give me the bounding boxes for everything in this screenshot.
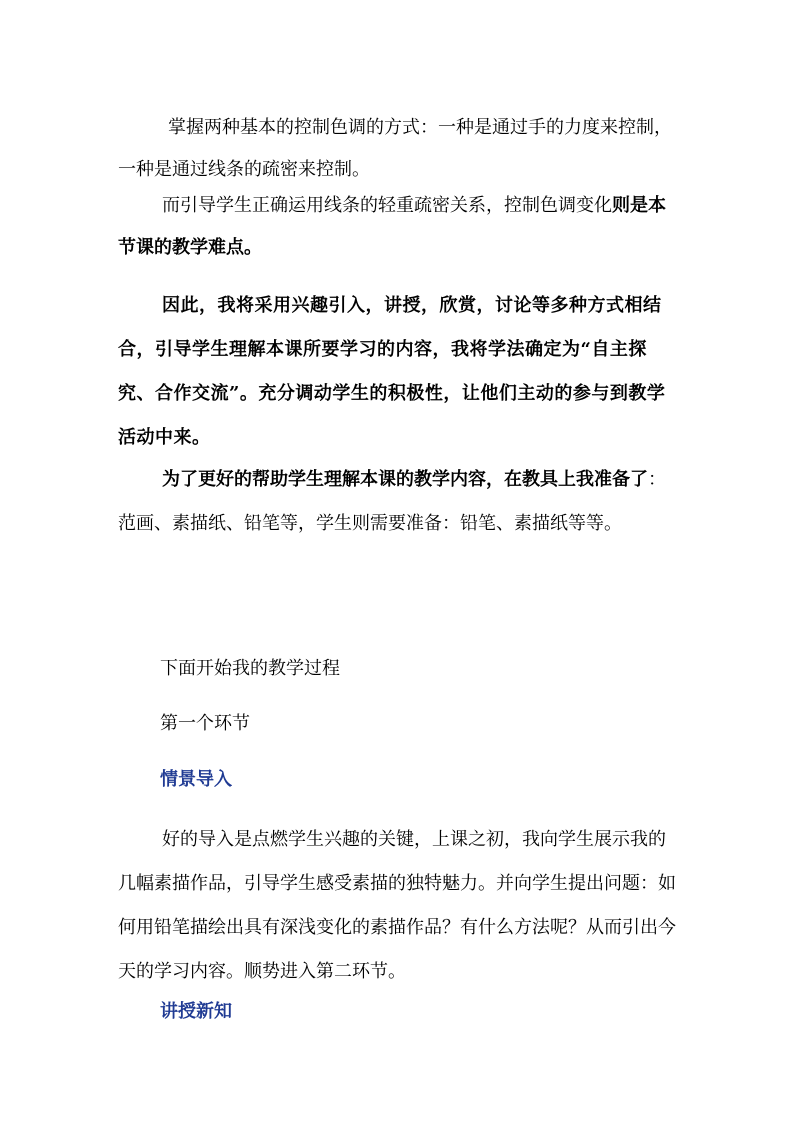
paragraph-teaching-method: 因此，我将采用兴趣引入，讲授，欣赏，讨论等多种方式相结合，引导学生理解本课所要学习的内容，我将学法确定为“自主探究、合作交流”。充分调动学生的积极性，让他们主动的参与到教学活动中来。: [118, 295, 666, 448]
paragraph-lesson-introduction: 好的导入是点燃学生兴趣的关键，上课之初，我向学生展示我的几幅素描作品，引导学生感受素描的独特魅力。并向学生提出问题：如何用铅笔描绘出具有深浅变化的素描作品？有什么方法呢？从而引出今天的学习内容。顺势进入第二环节。: [118, 829, 676, 982]
section-heading-new-knowledge: 讲授新知: [160, 1001, 232, 1022]
paragraph-control-methods: 掌握两种基本的控制色调的方式：一种是通过手的力度来控制，一种是通过线条的疏密来控制。: [118, 117, 672, 180]
section-heading-situation-intro: 情景导入: [160, 769, 232, 790]
teaching-aids-text: ：范画、素描纸、铅笔等，学生则需要准备：铅笔、素描纸等等。: [118, 469, 666, 534]
difficulty-text: 而引导学生正确运用线条的轻重疏密关系，控制色调变化: [162, 195, 612, 216]
difficulty-emphasis: 则是本节课的教学难点。: [118, 195, 666, 258]
paragraph-teaching-aids: [118, 458, 678, 546]
paragraph-teaching-difficulty: [118, 185, 678, 269]
process-intro-line: 下面开始我的教学过程: [160, 658, 340, 679]
teaching-aids-emphasis: 为了更好的帮助学生理解本课的教学内容，在教具上我准备了: [162, 469, 648, 490]
first-stage-line: 第一个环节: [160, 713, 250, 734]
